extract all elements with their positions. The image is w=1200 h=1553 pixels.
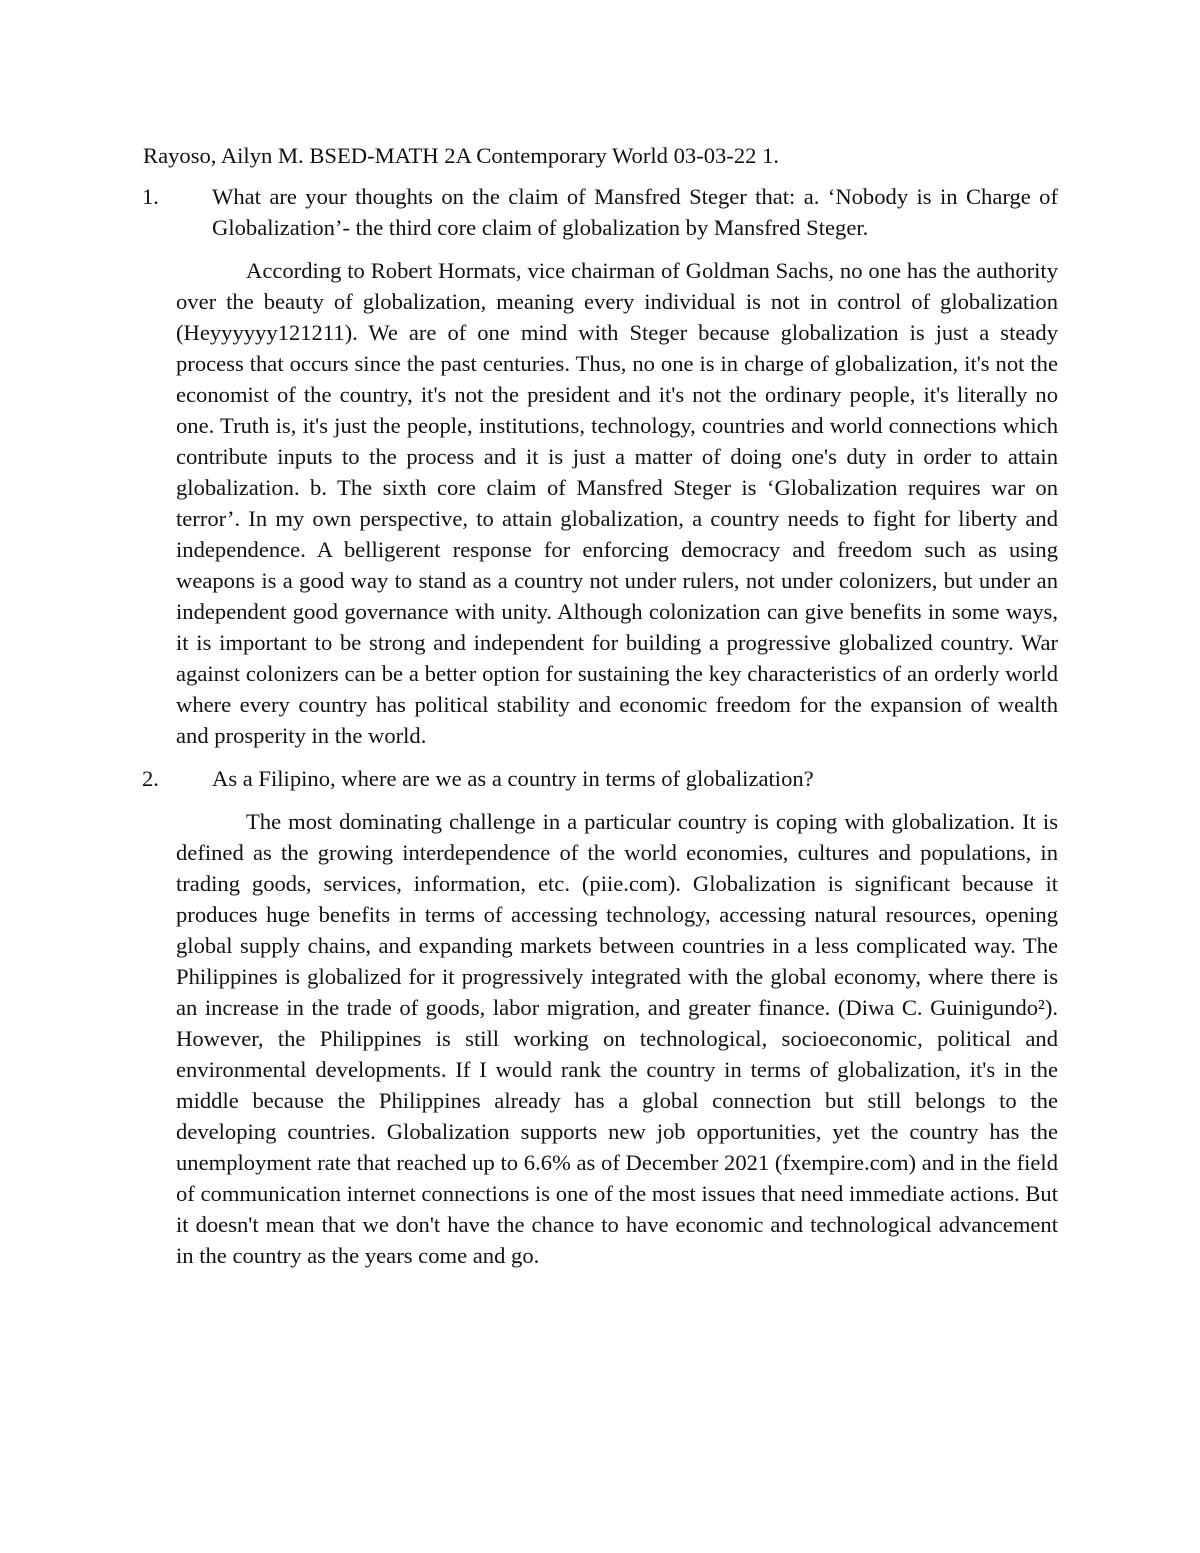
question-number: 1. <box>142 184 159 209</box>
document-header: Rayoso, Ailyn M. BSED-MATH 2A Contemporary World 03-03-22 1. <box>143 143 780 168</box>
question-text: As a Filipino, where are we as a country in terms of globalization? <box>212 766 814 791</box>
document-body <box>142 140 1058 1283</box>
answer-2-paragraph: The most dominating challenge in a particular country is coping with globalization. It is defined as the growing interdependence of the world economies, cultures and populations, in trading goods, services, information, etc. (piie.com). Globalization is significant because it produces huge benefits in terms of accessing technology, accessing natural resources, opening global supply chains, and expanding markets between countries in a less complicated way. The Philippines is globalized for it progressively integrated with the global economy, where there is an increase in the trade of goods, labor migration, and greater finance. (Diwa C. Guinigundo²). However, the Philippines is still working on technological, socioeconomic, political and environmental developments. If I would rank the country in terms of globalization, it's in the middle because the Philippines already has a global connection but still belongs to the developing countries. Globalization supports new job opportunities, yet the country has the unemployment rate that reached up to 6.6% as of December 2021 (fxempire.com) and in the field of communication internet connections is one of the most issues that need immediate actions. But it doesn't mean that we don't have the chance to have economic and technological advancement in the country as the years come and go. <box>176 809 1058 1268</box>
question-2 <box>142 763 1058 794</box>
question-1 <box>142 181 1058 243</box>
question-text: What are your thoughts on the claim of Mansfred Steger that: a. ‘Nobody is in Charge of Globalization’- the third core claim of globalization by Mansfred Steger. <box>212 184 1058 240</box>
answer-1-paragraph: According to Robert Hormats, vice chairman of Goldman Sachs, no one has the authority over the beauty of globalization, meaning every individual is not in control of globalization (Heyyyyyy121211). We are of one mind with Steger because globalization is just a steady process that occurs since the past centuries. Thus, no one is in charge of globalization, it's not the economist of the country, it's not the president and it's not the ordinary people, it's literally no one. Truth is, it's just the people, institutions, technology, countries and world connections which contribute inputs to the process and it is just a matter of doing one's duty in order to attain globalization. b. The sixth core claim of Mansfred Steger is ‘Globalization requires war on terror’. In my own perspective, to attain globalization, a country needs to fight for liberty and independence. A belligerent response for enforcing democracy and freedom such as using weapons is a good way to stand as a country not under rulers, not under colonizers, but under an independent good governance with unity. Although colonization can give benefits in some ways, it is important to be strong and independent for building a progressive globalized country. War against colonizers can be a better option for sustaining the key characteristics of an orderly world where every country has political stability and economic freedom for the expansion of wealth and prosperity in the world. <box>176 258 1058 748</box>
question-number: 2. <box>142 766 159 791</box>
